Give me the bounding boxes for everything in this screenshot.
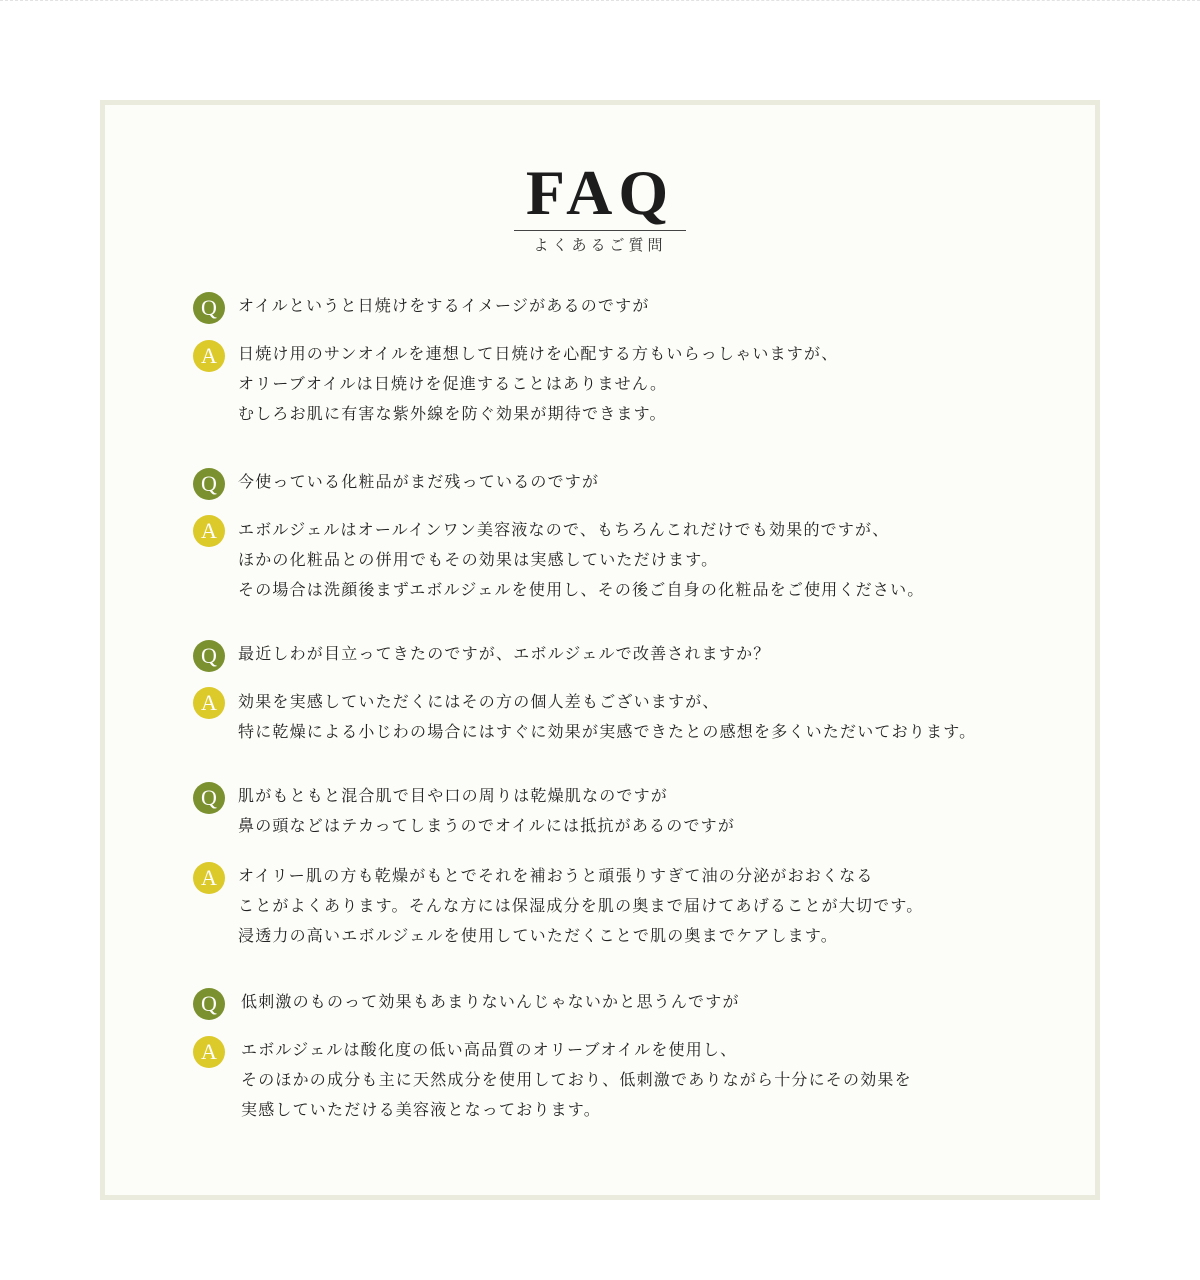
question-text: [238, 467, 599, 497]
answer-mark-icon: A: [193, 515, 225, 547]
answer-mark-icon: A: [193, 862, 225, 894]
text-line: 肌がもともと混合肌で目や口の周りは乾燥肌なのですが: [238, 786, 669, 805]
question-text: [241, 987, 740, 1017]
text-line: ことがよくあります。そんな方には保湿成分を肌の奥まで届けてあげることが大切です。: [238, 896, 924, 915]
text-line: そのほかの成分も主に天然成分を使用しており、低刺激でありながら十分にその効果を: [241, 1070, 912, 1089]
text-line: オリーブオイルは日焼けを促進することはありません。: [238, 374, 668, 393]
top-dashed-divider: [0, 0, 1200, 1]
text-line: 低刺激のものって効果もあまりないんじゃないかと思うんですが: [241, 992, 740, 1011]
text-line: 特に乾燥による小じわの場合にはすぐに効果が実感できたとの感想を多くいただいております。: [238, 722, 977, 741]
page-subtitle: よくあるご質問: [533, 236, 667, 254]
question-mark-icon: Q: [193, 640, 225, 672]
text-line: 浸透力の高いエボルジェルを使用していただくことで肌の奥までケアします。: [238, 926, 839, 945]
page-title: FAQ: [525, 157, 675, 228]
text-line: 今使っている化粧品がまだ残っているのですが: [238, 472, 600, 491]
answer-text: [238, 339, 838, 429]
text-line: むしろお肌に有害な紫外線を防ぐ効果が期待できます。: [238, 404, 667, 423]
answer-mark-icon: A: [193, 687, 225, 719]
question-text: [238, 639, 770, 669]
text-line: ほかの化粧品との併用でもその効果は実感していただけます。: [238, 550, 719, 569]
question-mark-icon: Q: [193, 468, 225, 500]
text-line: 日焼け用のサンオイルを連想して日焼けを心配する方もいらっしゃいますが、: [238, 344, 839, 363]
question-mark-icon: Q: [193, 782, 225, 814]
text-line: エボルジェルは酸化度の低い高品質のオリーブオイルを使用し、: [241, 1040, 738, 1059]
text-line: オイリー肌の方も乾燥がもとでそれを補おうと頑張りすぎて油の分泌がおおくなる: [238, 866, 874, 885]
text-line: エボルジェルはオールインワン美容液なので、もちろんこれだけでも効果的ですが、: [238, 520, 890, 539]
answer-text: [238, 861, 923, 951]
text-line: 鼻の頭などはテカってしまうのでオイルには抵抗があるのですが: [238, 816, 736, 835]
answer-text: [241, 1035, 912, 1125]
answer-mark-icon: A: [193, 340, 225, 372]
text-line: 効果を実感していただくにはその方の個人差もございますが、: [238, 692, 720, 711]
question-text: [238, 781, 735, 841]
faq-panel: [100, 100, 1100, 1200]
text-line: 実感していただける美容液となっております。: [241, 1100, 601, 1119]
answer-mark-icon: A: [193, 1036, 225, 1068]
question-text: [238, 291, 650, 321]
answer-text: [238, 687, 976, 747]
faq-list: [105, 105, 1095, 1195]
text-line: オイルというと日焼けをするイメージがあるのですが: [238, 296, 650, 315]
text-line: 最近しわが目立ってきたのですが、エボルジェルで改善されますか？: [238, 644, 771, 663]
text-line: その場合は洗顔後まずエボルジェルを使用し、その後ご自身の化粧品をご使用ください。: [238, 580, 925, 599]
question-mark-icon: Q: [193, 292, 225, 324]
question-mark-icon: Q: [193, 988, 225, 1020]
answer-text: [238, 515, 924, 605]
